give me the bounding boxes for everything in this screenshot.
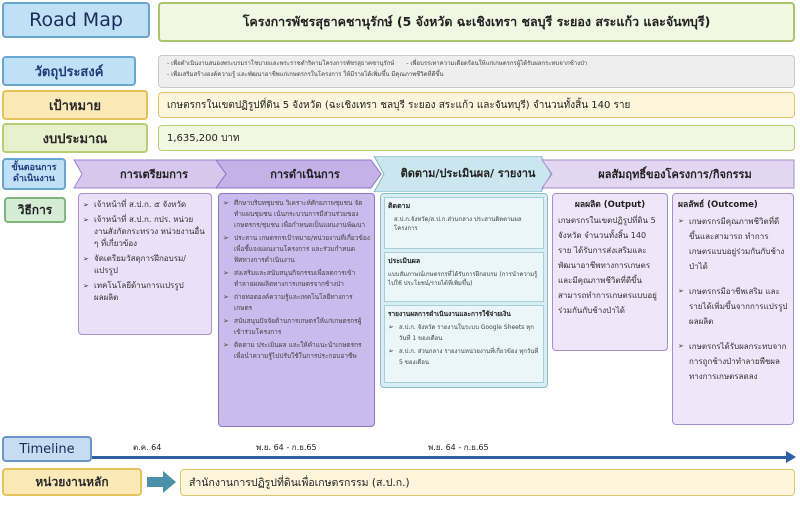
prep-item: ➢ เทคโนโลยีด้านการแปรรูป ผลผลิต bbox=[83, 280, 207, 304]
monitor-report-item: ➢ ส.ป.ก. จังหวัด รายงานในระบบ Google Sheets ทุกวันที่ 1 ของเดือน bbox=[388, 322, 540, 344]
result-title: ผลสัมฤทธิ์ของโครงการ/กิจกรรม bbox=[598, 168, 752, 181]
target-text: เกษตรกรในเขตปฏิรูปที่ดิน 5 จังหวัด (ฉะเชิงเทรา ชลบุรี ระยอง สระแก้ว และจันทบุรี) จำนวนทั้งสิ้น 140 ราย bbox=[167, 99, 631, 111]
target-label-text: เป้าหมาย bbox=[48, 98, 102, 114]
method-label-text: วิธีการ bbox=[17, 202, 53, 217]
monitor-heading: ประเมินผล bbox=[388, 257, 421, 265]
steps-label bbox=[2, 158, 66, 190]
budget-text: 1,635,200 บาท bbox=[167, 132, 240, 144]
output-title: ผลผลิต (Output) bbox=[574, 200, 646, 210]
outcome-item: ➢ เกษตรกรได้รับผลกระทบจากการถูกช้างป่าทำลายพืชผลทางการเกษตรลดลง bbox=[678, 339, 788, 384]
impl-item: ➢ ศึกษาบริบทชุมชน วิเคราะห์ศักยภาพชุมชน จัดทำแผนชุมชน เน้นกระบวนการมีส่วนร่วมของเกษตรกร/ชุมชน เพื่อกำหนดเป็นแผนงานพัฒนา bbox=[223, 198, 370, 231]
monitor-block-follow bbox=[384, 197, 544, 249]
impl-item: ➢ ส่งเสริมและสนับสนุนกิจกรรมเพื่อลดการเข้าทำลายผลผลิตทางการเกษตรจากช้างป่า bbox=[223, 268, 370, 290]
project-title-bar bbox=[158, 2, 795, 42]
impl-title: การดำเนินการ bbox=[270, 168, 340, 181]
timeline-label-text: Timeline bbox=[19, 441, 75, 457]
monitor-report-item: ➢ ส.ป.ก. ส่วนกลาง รายงานหน่วยงานที่เกี่ยวข้อง ทุกวันที่ 5 ของเดือน bbox=[388, 346, 540, 368]
objective-panel bbox=[158, 55, 795, 88]
budget-label-text: งบประมาณ bbox=[42, 131, 108, 147]
impl-panel bbox=[218, 193, 375, 427]
prep-item: ➢ เจ้าหน้าที่ ส.ป.ก. ๕ จังหวัด bbox=[83, 199, 207, 211]
objective-label bbox=[2, 56, 136, 86]
agency-arrow-icon bbox=[147, 470, 177, 494]
agency-text: สำนักงานการปฏิรูปที่ดินเพื่อเกษตรกรรม (ส.ป.ก.) bbox=[189, 477, 410, 489]
impl-item: ➢ ประสาน เกษตรกรเป้าหมาย/หน่วยงานที่เกี่ยวข้อง เพื่อชี้แจงแผนงานโครงการ และร่วมกำหนดทิศทางการดำเนินงาน bbox=[223, 233, 370, 266]
prep-item: ➢ จัดเตรียมวัสดุการฝึกอบรม/ แปรรูป bbox=[83, 253, 207, 277]
impl-item: ➢ ถ่ายทอดองค์ความรู้และเทคโนโลยีทางการเกษตร bbox=[223, 292, 370, 314]
objective-item: - เพื่อเสริมสร้างองค์ความรู้ และพัฒนาอาชีพแก่เกษตรกรในโครงการ ให้มีรายได้เพิ่มขึ้น มีคุณภาพชีวิตที่ดีขึ้น bbox=[167, 71, 444, 78]
outcome-title: ผลลัพธ์ (Outcome) bbox=[678, 200, 758, 210]
road-map-text: Road Map bbox=[29, 9, 123, 31]
impl-item: ➢ สนับสนุนปัจจัยด้านการเกษตรให้แก่เกษตรกรผู้เข้าร่วมโครงการ bbox=[223, 316, 370, 338]
objective-label-text: วัตถุประสงค์ bbox=[34, 64, 104, 80]
prep-item: ➢ เจ้าหน้าที่ ส.ป.ก. กปร. หน่วยงานสังกัดกระทรวง หน่วยงานอื่น ๆ ที่เกี่ยวข้อง bbox=[83, 214, 207, 250]
road-map-label bbox=[2, 2, 150, 38]
steps-label-text: ขั้นตอนการดำเนินงาน bbox=[11, 163, 57, 184]
timeline-arrowhead bbox=[786, 451, 796, 463]
objective-item: - เพื่อบรรเทาความเดือดร้อนให้แก่เกษตรกรผู้ได้รับผลกระทบจากช้างป่า bbox=[406, 60, 588, 67]
monitor-block-evaluate bbox=[384, 252, 544, 302]
monitor-heading: รายงานผลการดำเนินงานและการใช้จ่ายเงิน bbox=[388, 310, 511, 318]
timeline-line bbox=[92, 456, 792, 459]
timeline-t3: พ.ย. 64 - ก.ย.65 bbox=[428, 443, 489, 452]
monitor-text: แบบสัมภาษณ์เกษตรกรที่ได้รับการฝึกอบรม (การนำความรู้ไปใช้ ประโยชน์/รายได้ที่เพิ่มขึ้น) bbox=[388, 271, 538, 287]
outcome-item: ➢ เกษตรกรมีอาชีพเสริม และรายได้เพิ่มขึ้นจากการแปรรูปผลผลิต bbox=[678, 284, 788, 329]
prep-panel bbox=[78, 193, 212, 335]
project-title: โครงการพัชรสุธาคชานุรักษ์ (5 จังหวัด ฉะเชิงเทรา ชลบุรี ระยอง สระแก้ว และจันทบุรี) bbox=[242, 14, 711, 29]
budget-panel bbox=[158, 125, 795, 151]
agency-panel bbox=[180, 469, 795, 496]
timeline-t2: พ.ย. 64 - ก.ย.65 bbox=[256, 443, 317, 452]
monitor-heading: ติดตาม bbox=[388, 202, 411, 210]
prep-title: การเตรียมการ bbox=[120, 168, 188, 181]
output-panel bbox=[552, 193, 668, 351]
output-text: เกษตรกรในเขตปฏิรูปที่ดิน 5 จังหวัด จำนวนทั้งสิ้น 140 ราย ได้รับการส่งเสริมและพัฒนาอาชีพทางการเกษตรและมีคุณภาพชีวิตที่ดีขึ้น สามารถทำการเกษตรแบบอยู่ร่วมกันกับช้างป่าได้ bbox=[558, 216, 657, 315]
outcome-item: ➢ เกษตรกรมีคุณภาพชีวิตที่ดีขึ้นและสามารถ ทำการเกษตรแบบอยู่ร่วมกันกับช้างป่าได้ bbox=[678, 214, 788, 274]
objective-item: - เพื่อดำเนินงานสนองพระบรมราโชบายและพระราชดำริตามโครงการพัชรสุธาคชานุรักษ์ bbox=[167, 60, 395, 67]
agency-label bbox=[2, 468, 142, 496]
agency-label-text: หน่วยงานหลัก bbox=[35, 474, 109, 489]
target-panel bbox=[158, 92, 795, 118]
monitor-text: ส.ป.ก.จังหวัด/ส.ป.ก.ส่วนกลาง ประสานติดตามผลโครงการ bbox=[394, 216, 522, 232]
target-label bbox=[2, 90, 148, 120]
impl-item: ➢ ติดตาม ประเมินผล และให้คำแนะนำเกษตรกร เพื่อนำความรู้ไปปรับใช้ในการประกอบอาชีพ bbox=[223, 340, 370, 362]
timeline-t1: ต.ค. 64 bbox=[133, 443, 162, 452]
method-label bbox=[4, 197, 66, 223]
monitor-panel bbox=[380, 193, 548, 388]
outcome-panel bbox=[672, 193, 794, 425]
monitor-block-report bbox=[384, 305, 544, 383]
monitor-title: ติดตาม/ประเมินผล/ รายงาน bbox=[400, 167, 536, 180]
timeline-label bbox=[2, 436, 92, 462]
budget-label bbox=[2, 123, 148, 153]
